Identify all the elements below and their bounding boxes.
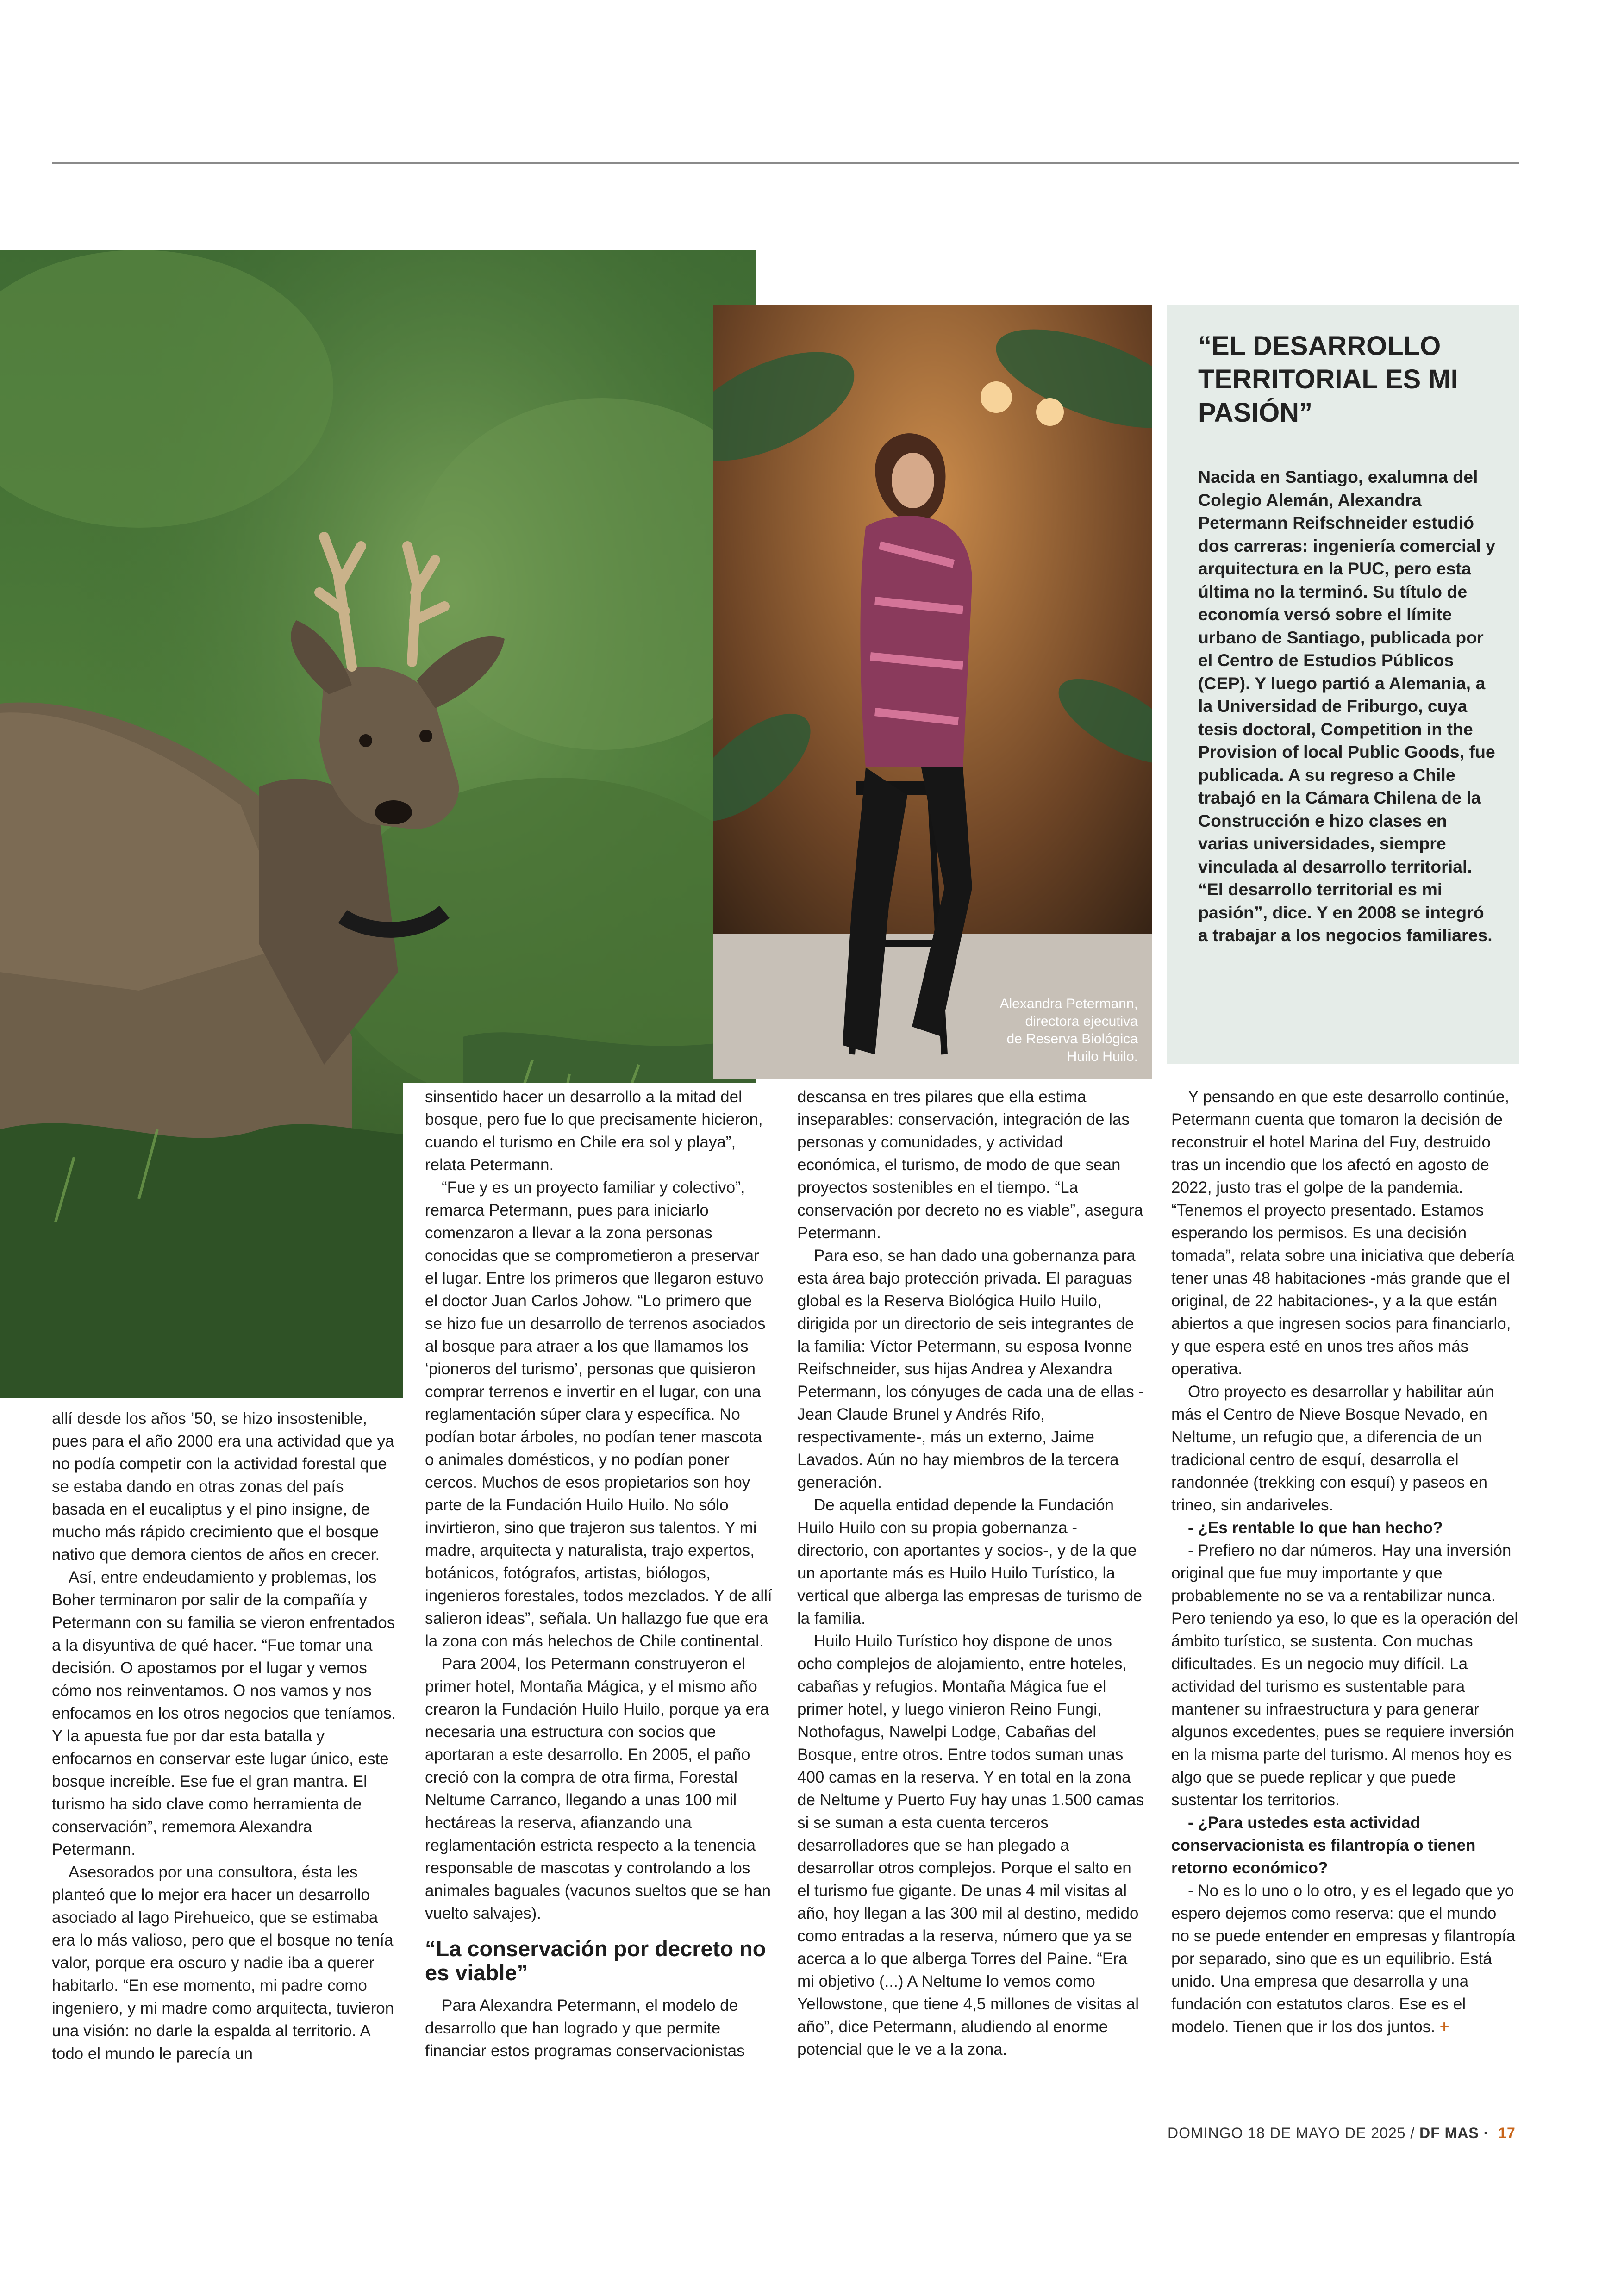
header-rule: [52, 162, 1519, 164]
paragraph: allí desde los años ’50, se hizo insostenible, pues para el año 2000 era una actividad que ya no podía competir con la actividad forestal que se estaba dando en otras zonas del país basada en el eucaliptus y el pino insigne, de mucho más rápido crecimiento que el bosque nativo que demora cientos de años en crecer.: [52, 1409, 394, 1564]
sidebar-title: “EL DESARROLLO TERRITORIAL ES MI PASIÓN”: [1198, 331, 1458, 428]
portrait-illustration: [713, 305, 1152, 1079]
footer-publication: DF MAS ·: [1419, 2125, 1489, 2141]
article-column-2: [425, 1085, 772, 2062]
caption-line: Alexandra Petermann,: [999, 996, 1138, 1011]
caption-line: Huilo Huilo.: [1067, 1049, 1138, 1064]
end-mark: +: [1439, 2018, 1449, 2036]
section-heading: “La conservación por decreto no es viable”: [425, 1936, 766, 1985]
paragraph: Huilo Huilo Turístico hoy dispone de unos ocho complejos de alojamiento, entre hoteles, cabañas y refugios. Montaña Mágica fue el primer hotel, y luego vinieron Reino Fungi, Nothofagus, Nawelpi Lodge, Cabañas del Bosque, entre otros. Entre todos suman unas 400 camas en la reserva. Y en total en la zona de Neltume y Puerto Fuy hay unas 1.500 camas si se suman a esta cuenta terceros desarrolladores que se han plegado a desarrollar otros complejos. Porque el salto en el turismo fue gigante. De unas 4 mil visitas al año, hoy llegan a las 300 mil al destino, medido como entradas a la reserva, número que ya se acerca a lo que alberga Torres del Paine. “Era mi objetivo (...) A Neltume lo vemos como Yellowstone, que tiene 4,5 millones de visitas al año”, dice Petermann, aludiendo al enorme potencial que le ve a la zona.: [797, 1632, 1144, 2058]
answer-text: - No es lo uno o lo otro, y es el legado que yo espero dejemos como reserva: que el mundo no se puede entender en empresas y filantropía por separado, sino que es un equilibrio. Está unido. Una empresa que desarrolla y una fundación con estatutos claros. Ese es el modelo. Tienen que ir los dos juntos.: [1171, 1882, 1516, 2036]
article-column-3: [797, 1085, 1144, 2061]
article-column-4: [1171, 1085, 1518, 2038]
interview-question: - ¿Para ustedes esta actividad conservacionista es filantropía o tienen retorno económico?: [1171, 1814, 1476, 1877]
paragraph: descansa en tres pilares que ella estima inseparables: conservación, integración de las personas y comunidades, y actividad económica, el turismo, de modo de que sean proyectos sostenibles en el tiempo. “La conservación por decreto no es viable”, asegura Petermann.: [797, 1088, 1143, 1242]
article-column-1: [52, 1407, 399, 2065]
paragraph: Para Alexandra Petermann, el modelo de desarrollo que han logrado y que permite financiar estos programas conservacionistas: [425, 1996, 745, 2060]
caption-line: de Reserva Biológica: [1006, 1031, 1138, 1047]
paragraph: Para eso, se han dado una gobernanza para esta área bajo protección privada. El paraguas global es la Reserva Biológica Huilo Huilo, dirigida por un directorio de seis integrantes de la familia: Víctor Petermann, su esposa Ivonne Reifschneider, sus hijas Andrea y Alexandra Petermann, los cónyuges de cada una de ellas -Jean Claude Brunel y Andrés Rifo, respectivamente-, más un externo, Jaime Lavados. Aún no hay miembros de la tercera generación.: [797, 1247, 1144, 1491]
paragraph: sinsentido hacer un desarrollo a la mitad del bosque, pero fue lo que precisamente hicieron, cuando el turismo en Chile era sol y playa”, relata Petermann.: [425, 1088, 763, 1174]
paragraph: De aquella entidad depende la Fundación Huilo Huilo con su propia gobernanza -directorio, con aportantes y socios-, y de la que un aportante más es Huilo Huilo Turístico, la vertical que alberga las empresas de turismo de la familia.: [797, 1496, 1143, 1628]
interview-answer: - Prefiero no dar números. Hay una inversión original que fue muy importante y que probablemente no se va a rentabilizar nunca. Pero teniendo ya eso, lo que es la operación del ámbito turístico, se sustenta. Con muchas dificultades. Es un negocio muy difícil. La actividad del turismo es sustentable para mantener su infraestructura y para generar algunos excedentes, pues se requiere inversión en la misma parte del turismo. Al menos hoy es algo que se puede replicar y que puede sustentar los territorios.: [1171, 1541, 1518, 1809]
photo-caption: [953, 995, 1138, 1066]
paragraph: “Fue y es un proyecto familiar y colectivo”, remarca Petermann, pues para iniciarlo comenzaron a llevar a la zona personas conocidas que se comprometieron a preservar el lugar. Entre los primeros que llegaron estuvo el doctor Juan Carlos Johow. “Lo primero que se hizo fue un desarrollo de terrenos asociados al bosque para atraer a los que llamamos los ‘pioneros del turismo’, personas que quisieron comprar terrenos e invertir en el lugar, con una reglamentación súper clara y específica. No podían botar árboles, no podían tener mascota o animales domésticos, y no podían poner cercos. Muchos de esos propietarios son hoy parte de la Fundación Huilo Huilo. No sólo invirtieron, sino que trajeron sus talentos. Y mi madre, arquitecta y naturalista, trajo expertos, botánicos, fotógrafos, artistas, biólogos, ingenieros forestales, todos mezclados. Y de allí salieron ideas”, señala. Un hallazgo fue que era la zona con más helechos de Chile continental.: [425, 1179, 772, 1650]
footer-date: DOMINGO 18 DE MAYO DE 2025 /: [1168, 2125, 1415, 2141]
page-footer: [1168, 2124, 1519, 2142]
paragraph: Asesorados por una consultora, ésta les planteó que lo mejor era hacer un desarrollo asociado al lago Pirehueico, que se estimaba era lo más valioso, pero que el bosque no tenía valor, porque era oscuro y nadie iba a querer habitarlo. “En ese momento, mi padre como ingeniero, y mi madre como arquitecta, tuvieron una visión: no darle la espalda al territorio. A todo el mundo le parecía un: [52, 1863, 394, 2063]
alexandra-petermann-photo: [713, 305, 1152, 1079]
paragraph: Para 2004, los Petermann construyeron el primer hotel, Montaña Mágica, y el mismo año crearon la Fundación Huilo Huilo, porque ya era necesaria una estructura con socios que aportaran a este desarrollo. En 2005, el paño creció con la compra de otra firma, Forestal Neltume Carranco, llegando a unas 100 mil hectáreas la reserva, afianzando una reglamentación estricta respecto a la tenencia responsable de mascotas y controlando a los animales baguales (vacunos sueltos que se han vuelto salvajes).: [425, 1655, 771, 1922]
paragraph: Otro proyecto es desarrollar y habilitar aún más el Centro de Nieve Bosque Nevado, en Neltume, un refugio que, a diferencia de un tradicional centro de esquí, desarrolla el randonnée (trekking con esquí) y paseos en trineo, sin andariveles.: [1171, 1383, 1494, 1514]
paragraph: Así, entre endeudamiento y problemas, los Boher terminaron por salir de la compañía y Petermann con su familia se vieron enfrentados a la disyuntiva de qué hacer. “Fue tomar una decisión. O apostamos por el lugar y vemos cómo nos reinventamos. O nos vamos y nos enfocamos en los otros negocios que teníamos. Y la apuesta fue por dar esta batalla y enfocarnos en conservar este lugar único, este bosque increíble. Ese fue el gran mantra. El turismo ha sido clave como herramienta de conservación”, rememora Alexandra Petermann.: [52, 1568, 396, 1858]
paragraph: Y pensando en que este desarrollo continúe, Petermann cuenta que tomaron la decisión de reconstruir el hotel Marina del Fuy, destruido tras un incendio que los afectó en agosto de 2022, justo tras el golpe de la pandemia. “Tenemos el proyecto presentado. Estamos esperando los permisos. Es una decisión tomada”, relata sobre una iniciativa que debería tener unas 48 habitaciones -más grande que el original, de 22 habitaciones-, y a la que están abiertos a que ingresen socios para financiarlo, y que espera esté en unos tres años más operativa.: [1171, 1088, 1515, 1378]
sidebar-body: Nacida en Santiago, exalumna del Colegio Alemán, Alexandra Petermann Reifschneider estudió dos carreras: ingeniería comercial y arquitectura en la PUC, pero esta última no la terminó. Su título de economía versó sobre el límite urbano de Santiago, publicada por el Centro de Estudios Públicos (CEP). Y luego partió a Alemania, a la Universidad de Friburgo, cuya tesis doctoral, Competition in the Provision of local Public Goods, fue publicada. A su regreso a Chile trabajó en la Cámara Chilena de la Construcción e hizo clases en varias universidades, siempre vinculada al desarrollo territorial. “El desarrollo territorial es mi pasión”, dice. Y en 2008 se integró a trabajar a los negocios familiares.: [1198, 467, 1495, 945]
profile-sidebar: [1167, 305, 1519, 1064]
interview-question: - ¿Es rentable lo que han hecho?: [1188, 1519, 1443, 1537]
interview-answer: [1171, 1879, 1518, 2038]
caption-line: directora ejecutiva: [1025, 1014, 1138, 1029]
page-number: 17: [1498, 2125, 1516, 2141]
